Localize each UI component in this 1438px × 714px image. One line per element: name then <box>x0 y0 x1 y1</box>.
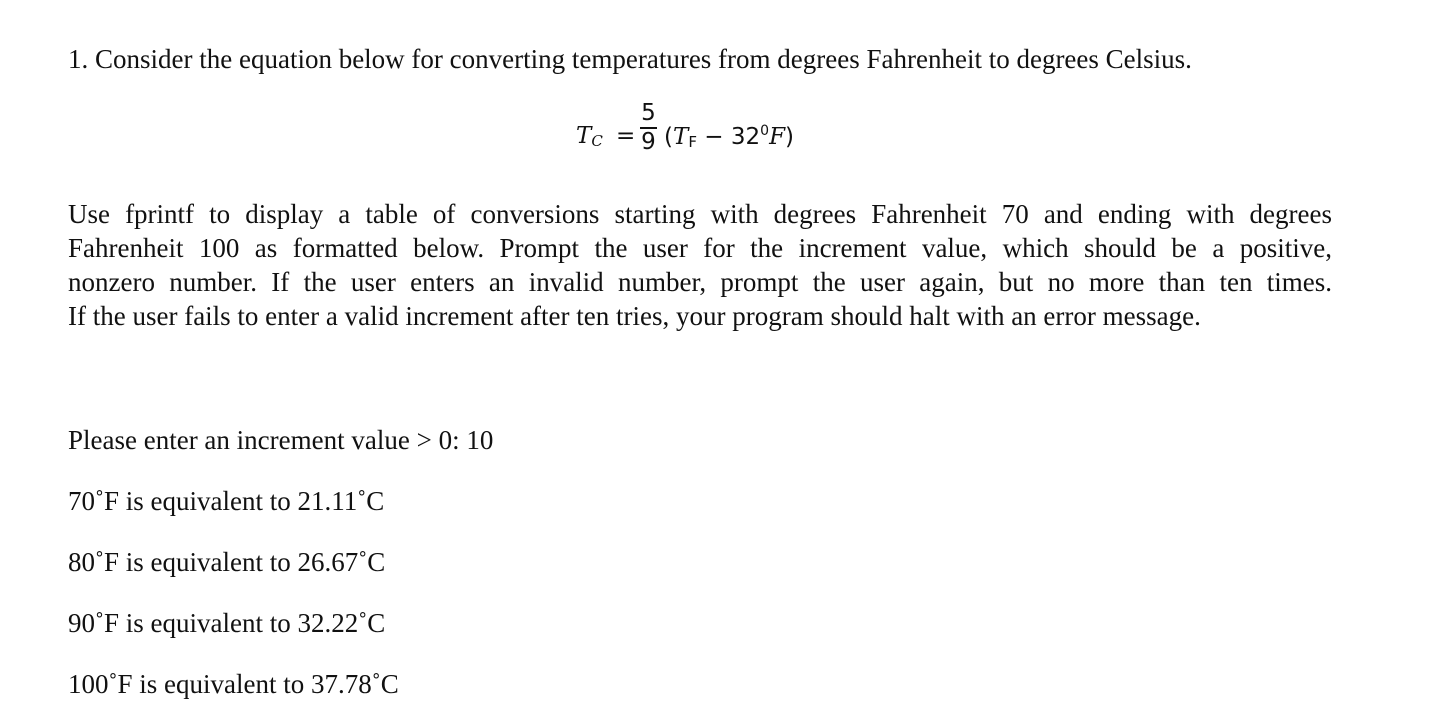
output-row: 90˚F is equivalent to 32.22˚C <box>68 608 386 638</box>
lhs-subscript: C <box>591 132 603 150</box>
output-row: 100˚F is equivalent to 37.78˚C <box>68 669 399 699</box>
sample-prompt: Please enter an increment value > 0: 10 <box>68 425 494 455</box>
rhs-variable: T <box>672 124 689 150</box>
fraction-denominator: 9 <box>641 128 656 155</box>
lhs-variable: T <box>576 123 592 149</box>
question-heading: 1. Consider the equation below for converting temperatures from degrees Fahrenheit to degrees Celsius. <box>68 44 1192 74</box>
degree-superscript: 0 <box>760 123 770 139</box>
instruction-line: Use fprintf to display a table of conversions starting with degrees Fahrenheit 70 and ending with degrees <box>68 199 1332 229</box>
fraction <box>640 101 657 154</box>
equation-rhs <box>664 123 794 151</box>
equals-sign: = <box>616 123 636 149</box>
rhs-constant: − 32 <box>696 124 761 150</box>
instruction-line: Fahrenheit 100 as formatted below. Prompt the user for the increment value, which should be a positive, <box>68 233 1332 263</box>
instruction-line: If the user fails to enter a valid increment after ten tries, your program should halt with an error message. <box>68 301 1201 331</box>
fraction-numerator: 5 <box>641 100 656 126</box>
output-row: 70˚F is equivalent to 21.11˚C <box>68 486 385 516</box>
equation-lhs <box>576 123 603 150</box>
instruction-line: nonzero number. If the user enters an invalid number, prompt the user again, but no more than ten times. <box>68 267 1332 297</box>
instructions-paragraph <box>68 197 1332 333</box>
close-paren: ) <box>785 124 795 150</box>
rhs-subscript: F <box>688 133 697 151</box>
output-row: 80˚F is equivalent to 26.67˚C <box>68 547 386 577</box>
rhs-unit: F <box>769 124 786 150</box>
open-paren: ( <box>664 124 673 150</box>
